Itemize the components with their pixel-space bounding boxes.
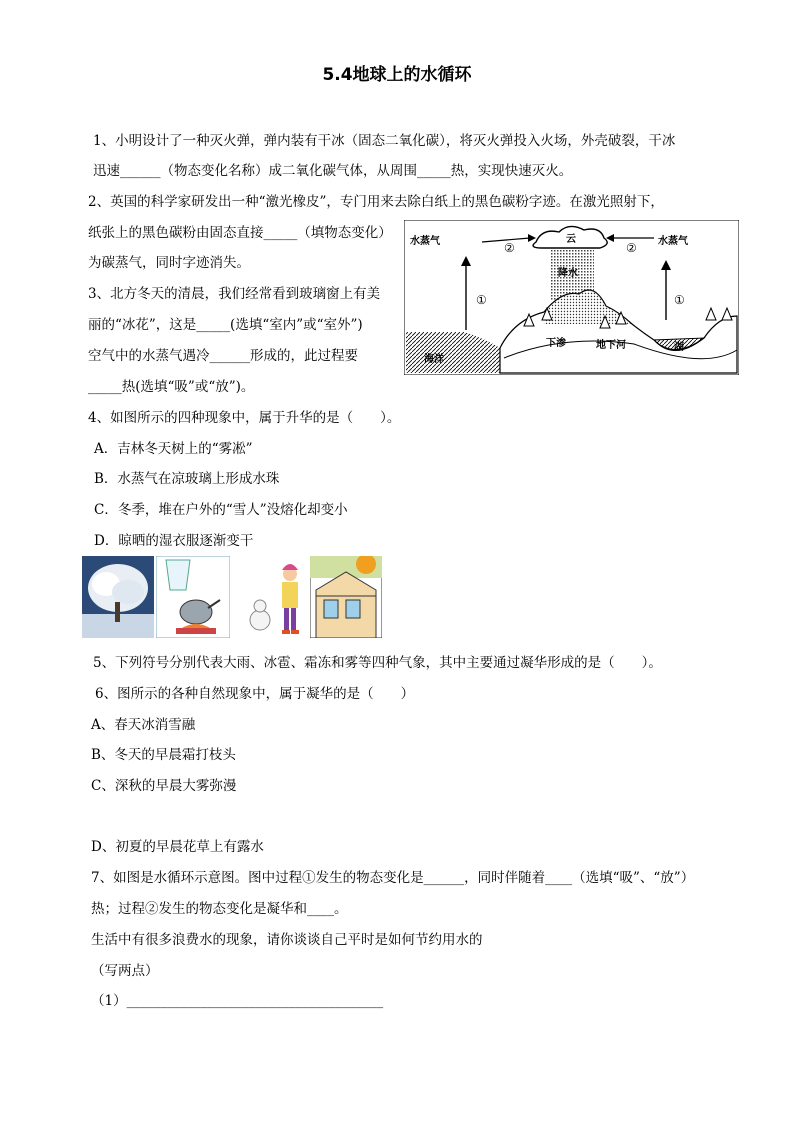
q7-line2: 热；过程②发生的物态变化是凝华和____。 xyxy=(91,901,348,917)
process-2-mark-left: ② xyxy=(504,241,515,255)
q2-line3: 为碳蒸气，同时字迹消失。 xyxy=(88,255,250,271)
q6-stem: 6、图所示的各种自然现象中，属于凝华的是（ ） xyxy=(95,686,415,702)
process-2-mark-right: ② xyxy=(626,241,637,255)
q1-line2: 迅速______（物态变化名称）成二氧化碳气体，从周围_____热，实现快速灭火。 xyxy=(93,163,573,179)
snowman-picture xyxy=(232,556,308,638)
q2-line1: 2、英国的科学家研发出一种“激光橡皮”，专门用来去除白纸上的黑色碳粉字迹。在激光照射下， xyxy=(88,194,664,210)
underground-river-label: 地下河 xyxy=(596,340,626,351)
q6-option-a: A、春天冰消雪融 xyxy=(91,717,196,733)
water-cycle-diagram xyxy=(404,220,739,375)
q4-stem: 4、如图所示的四种现象中，属于升华的是（ ）。 xyxy=(88,410,401,426)
q7-line1: 7、如图是水循环示意图。图中过程①发生的物态变化是______，同时伴随着____（选填“吸”、“放”） xyxy=(91,870,695,886)
q2-line2: 纸张上的黑色碳粉由固态直接_____（填物态变化） xyxy=(88,225,392,241)
process-1-mark-right: ① xyxy=(674,293,685,307)
q3-line3: 空气中的水蒸气遇冷______形成的，此过程要 xyxy=(88,348,358,364)
vapor-right-label: 水蒸气 xyxy=(658,236,688,247)
lake-label: 湖 xyxy=(674,342,684,353)
q3-line1: 3、北方冬天的清晨，我们经常看到玻璃窗上有美 xyxy=(88,286,381,302)
kettle-glass-picture xyxy=(156,556,230,638)
q3-line2: 丽的“冰花”，这是_____(选填“室内”或“室外”) xyxy=(88,317,363,333)
q6-option-b: B、冬天的早晨霜打枝头 xyxy=(91,747,236,763)
q4-option-d: D．晾晒的湿衣服逐渐变干 xyxy=(94,533,254,549)
q6-option-c: C、深秋的早晨大雾弥漫 xyxy=(91,778,237,794)
cloud-label: 云 xyxy=(566,234,576,245)
process-1-mark-left: ① xyxy=(476,293,487,307)
q3-line4: _____热(选填“吸”或“放”)。 xyxy=(88,379,255,395)
rime-tree-photo xyxy=(82,556,154,638)
q4-option-a: A．吉林冬天树上的“雾凇” xyxy=(94,441,253,457)
q5-stem: 5、下列符号分别代表大雨、冰雹、霜冻和雾等四种气象，其中主要通过凝华形成的是（ ）。 xyxy=(93,655,662,671)
q4-option-b: B．水蒸气在凉玻璃上形成水珠 xyxy=(94,471,280,487)
rain-label: 降水 xyxy=(558,268,578,279)
q6-option-d: D、初夏的早晨花草上有露水 xyxy=(91,839,264,855)
vapor-left-label: 水蒸气 xyxy=(410,236,440,247)
drying-clothes-picture xyxy=(310,556,382,638)
seepage-label: 下渗 xyxy=(546,338,566,349)
page-title: 5.4地球上的水循环 xyxy=(322,65,472,85)
q8-line1: 生活中有很多浪费水的现象，请你谈谈自己平时是如何节约用水的 xyxy=(91,932,483,948)
q4-option-c: C．冬季，堆在户外的“雪人”没熔化却变小 xyxy=(94,502,348,518)
q8-line2: （写两点） xyxy=(91,963,159,979)
q8-answer-1: （1）______________________________________ xyxy=(91,993,384,1009)
q1-line1: 1、小明设计了一种灭火弹，弹内装有干冰（固态二氧化碳），将灭火弹投入火场，外壳破裂，干冰 xyxy=(93,133,676,149)
ocean-label: 海洋 xyxy=(424,354,444,365)
